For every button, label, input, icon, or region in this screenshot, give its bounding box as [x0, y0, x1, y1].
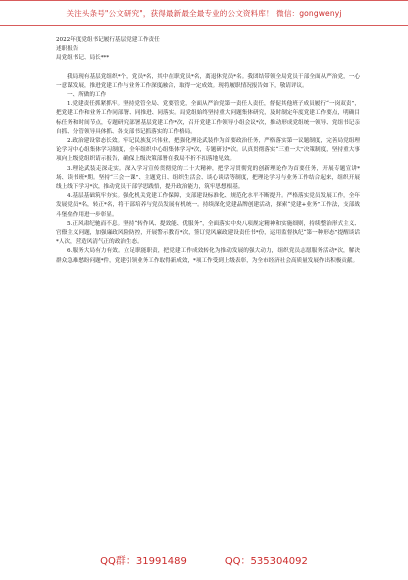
doc-subtitle: 述职报告	[56, 46, 79, 53]
paragraph-5: 5.正风肃纪驰而不息。坚持“转作风、提效能、优服务”，全面落实中央八项规定精神和实施细则，持续整治形式主义、官僚主义问题，加强廉政风险防控，开展警示教育*次，签订党风廉政建设责任书*份，运用监督执纪“第一种形态”提醒谈话*人次，营造风清气正的政治生态。	[56, 220, 360, 246]
intro-paragraph: 我局现有基层党组织*个，党员*名，其中在职党员*名，离退休党员*名。我团结带领全局党员干部全面从严治党，一心一意谋发展，推进党建工作与业务工作深度融合，取得一定成效。现将履职情况报告如下，敬请评议。	[56, 73, 360, 89]
paragraph-6: 6.服务大局有力有效。立足职能职责，把党建工作成效转化为推动发展的强大动力，组织党员志愿服务活动*次，解决群众急难愁盼问题*件，党建引领业务工作取得新成效，*项工作受到上级表彰，为全市经济社会高质量发展作出积极贡献。	[56, 248, 360, 264]
footer-qq-group: QQ群：31991489	[100, 556, 187, 567]
banner-text: 关注头条号"公文研究"，获得最新最全最专业的公文资料库！ 微信：gongwenyj	[66, 8, 342, 18]
top-banner	[0, 0, 408, 26]
paragraph-3: 3.理论武装走深走实。深入学习宣传贯彻党的二十大精神，把学习贯彻党的创新理论作为首要任务，开展专题宣讲*场、读书班*期。坚持“三会一课”、主题党日、组织生活会、谈心谈话等制度，把理论学习与业务工作结合起来，组织开展线上线下学习*次，推动党员干部学思践悟，提升政治能力，筑牢思想根基。	[56, 165, 360, 191]
paragraph-2: 2.政治建设常态长效。牢记民族复兴伟业，把强化理论武装作为首要政治任务，严格落实第一议题制度，完善局党组理论学习中心组集体学习制度，全年组织中心组集体学习*次，专题研讨*次。认真贯彻落实“三重一大”决策制度，坚持重大事项向上级党组织请示报告，确保上级决策部署在我局不折不扣落地见效。	[56, 138, 360, 163]
section-1-title: 一、所做的工作	[67, 92, 107, 99]
footer-qq: QQ：535304092	[224, 556, 308, 567]
doc-title: 2022年度党组书记履行基层党建工作责任	[56, 37, 160, 43]
document-body	[56, 36, 360, 266]
footer-contact	[0, 552, 408, 567]
paragraph-4: 4.基层基础筑牢夯实。强化机关党建工作保障，支部建设标准化、规范化水平不断提升。严格落实党员发展工作，全年发展党员*名，转正*名，将干部培养与党员发展有机统一。持续深化党建品牌创建活动，探索“党建+业务”工作法，支部战斗堡垒作用进一步彰显。	[56, 193, 360, 218]
doc-author: 局党组书记、局长***	[56, 55, 110, 62]
paragraph-1: 1.党建责任抓紧抓牢。坚持党管全局、党要管党，全面从严治党第一责任人责任，督促其他班子成员履行“一岗双责”，把党建工作和业务工作同部署、同推进、同落实。局党组始终坚持重大问题集体研究，及时制定年度党建工作要点，明确目标任务和时间节点，专题研究部署基层党建工作*次，召开党建工作领导小组会议*次，推动形成党组统一领导、党组书记亲自抓、分管领导具体抓、各支部书记抓落实的工作格局。	[56, 101, 360, 135]
